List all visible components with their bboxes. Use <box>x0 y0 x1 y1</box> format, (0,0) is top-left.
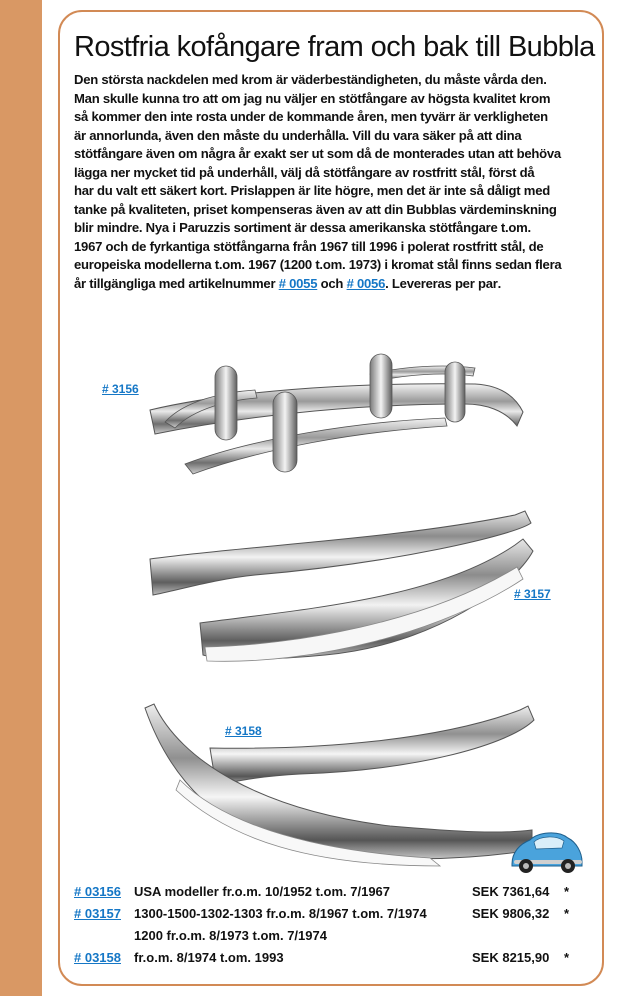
emphasis-text: per par <box>454 275 498 291</box>
side-stripe <box>0 0 42 996</box>
model-description: fr.o.m. 8/1974 t.om. 1993 <box>134 950 284 965</box>
description-text <box>74 71 599 293</box>
text-fragment: . <box>497 275 501 291</box>
table-row <box>74 925 594 947</box>
model-description: 1200 fr.o.m. 8/1973 t.om. 7/1974 <box>134 928 327 943</box>
table-row <box>74 947 594 969</box>
ref-link-3156[interactable]: # 3156 <box>102 382 139 396</box>
bumper-3158-image <box>140 700 540 868</box>
bumper-3157-image <box>145 505 540 667</box>
table-row <box>74 881 594 903</box>
text-line: har du valt ett säkert kort. Prislappen är lite högre, men det är inte så dåligt med <box>74 183 550 198</box>
link-0056[interactable]: # 0056 <box>346 275 386 291</box>
text-fragment: år tillgängliga med artikelnummer <box>74 275 279 291</box>
text-line: Man skulle kunna tro att om jag nu väljer en stötfångare av högsta kvalitet krom <box>74 90 551 106</box>
model-description: USA modeller fr.o.m. 10/1952 t.om. 7/1967 <box>134 884 391 899</box>
product-table <box>74 881 594 969</box>
footnote-star: * <box>564 906 570 921</box>
text-fragment: och <box>317 275 347 291</box>
link-0055[interactable]: # 0055 <box>278 275 318 291</box>
footnote-star: * <box>564 950 570 965</box>
ref-link-3158[interactable]: # 3158 <box>225 724 262 738</box>
footnote-star: * <box>564 884 570 899</box>
model-description: 1300-1500-1302-1303 fr.o.m. 8/1967 t.om. 7/1974 <box>134 906 427 921</box>
text-line: lägga ner mycket tid på underhåll, välj då stötfångare av rostfritt stål, först då <box>74 164 535 180</box>
price: SEK 8215,90 <box>472 950 550 965</box>
text-line: europeiska modellerna t.om. 1967 (1200 t.om. 1973) i kromat stål finns sedan flera <box>74 257 562 272</box>
text-line: blir mindre. Nya i Paruzzis sortiment är dessa amerikanska stötfångare t.om. <box>74 220 531 235</box>
text-line-last <box>74 275 599 294</box>
text-line: Den största nackdelen med krom är väderbeständigheten, du måste vårda den. <box>74 72 547 87</box>
text-line: tanke på kvaliteten, priset kompenseras även av att din Bubblas värdeminskning <box>74 201 557 217</box>
ref-link-3157[interactable]: # 3157 <box>514 587 551 601</box>
blue-beetle-car-icon <box>508 828 586 876</box>
page-title: Rostfria kofångare fram och bak till Bubbla <box>74 31 595 63</box>
table-row <box>74 903 594 925</box>
price: SEK 9806,32 <box>472 906 550 921</box>
text-line: 1967 och de fyrkantiga stötfångarna från 1967 till 1996 i polerat rostfritt stål, de <box>74 238 544 254</box>
article-link[interactable]: # 03157 <box>74 906 121 921</box>
article-link[interactable]: # 03158 <box>74 950 121 965</box>
text-line: är annorlunda, även den måste du underhålla. Vill du vara säker på att dina <box>74 127 522 143</box>
text-line: så kommer den inte rosta under de kommande åren, men tyvärr är verkligheten <box>74 109 548 124</box>
article-link[interactable]: # 03156 <box>74 884 121 899</box>
bumper-3156-image <box>145 352 535 484</box>
text-line: stötfångare även om några år exakt ser ut som då de monterades utan att behöva <box>74 146 561 161</box>
price: SEK 7361,64 <box>472 884 550 899</box>
text-fragment: . Levereras <box>385 275 455 291</box>
